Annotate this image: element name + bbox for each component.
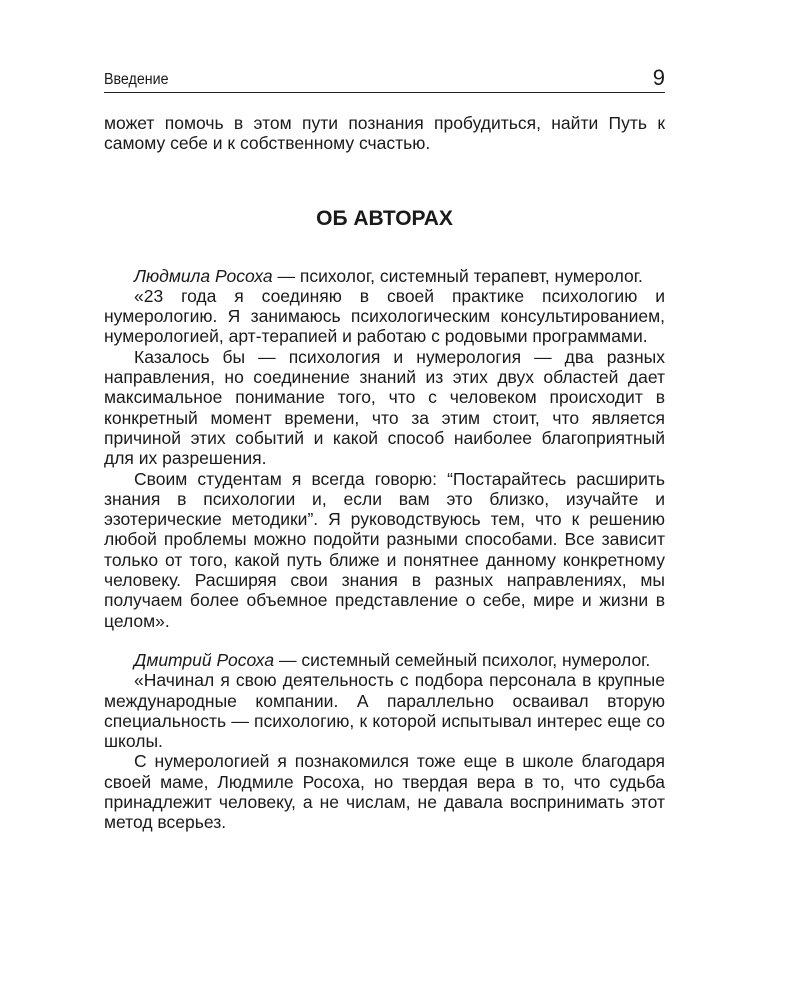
body-paragraph: С нумерологией я познакомился тоже еще в школе благодаря своей маме, Людмиле Росоха, но твердая вера в то, что судьба принадлежит человеку, а не числам, не давала воспринимать этот метод всерьез. (104, 751, 665, 833)
author-block (104, 650, 665, 833)
body-paragraph: Своим студентам я всегда говорю: “Постарайтесь расширить знания в психологии и, если вам это близко, изучайте и эзотерические методики”. Я руководствуюсь тем, что к решению любой проблемы можно подойти разными способами. Все зависит только от того, какой путь ближе и понятнее данному конкретному человеку. Расширяя свои знания в разных направлениях, мы получаем более объемное представление о себе, мире и жизни в целом». (104, 468, 665, 631)
author-role: — системный семейный психолог, нумеролог. (274, 649, 651, 670)
body-paragraph: «23 года я соединяю в своей практике психологию и нумерологию. Я занимаюсь психологическим консультированием, нумерологией, арт-терапией и работаю с родовыми программами. (104, 285, 665, 347)
author-role: — психолог, системный терапевт, нумеролог. (272, 265, 643, 286)
page-number: 9 (652, 65, 665, 90)
page-content (104, 113, 665, 833)
intro-paragraph: может помочь в этом пути познания пробудиться, найти Путь к самому себе и к собственному счастью. (104, 113, 665, 154)
running-header (104, 62, 665, 93)
spacer (104, 631, 665, 650)
author-block (104, 266, 665, 631)
author-intro (104, 266, 665, 286)
author-intro (104, 650, 665, 670)
chapter-title: Введение (104, 71, 169, 88)
body-paragraph: Казалось бы — психология и нумерология — два разных направления, но соединение знаний из этих двух областей дает максимальное понимание того, что с человеком происходит в конкретный момент времени, что за этим стоит, что является причиной этих событий и какой способ наиболее благоприятный для их разрешения. (104, 346, 665, 469)
body-paragraph: «Начинал я свою деятельность с подбора персонала в крупные международные компании. А параллельно осваивал вторую специальность — психологию, к которой испытывал интерес еще со школы. (104, 670, 665, 752)
section-title: ОБ АВТОРАХ (316, 206, 453, 230)
author-name: Людмила Росоха (134, 265, 273, 286)
author-name: Дмитрий Росоха (134, 649, 275, 670)
